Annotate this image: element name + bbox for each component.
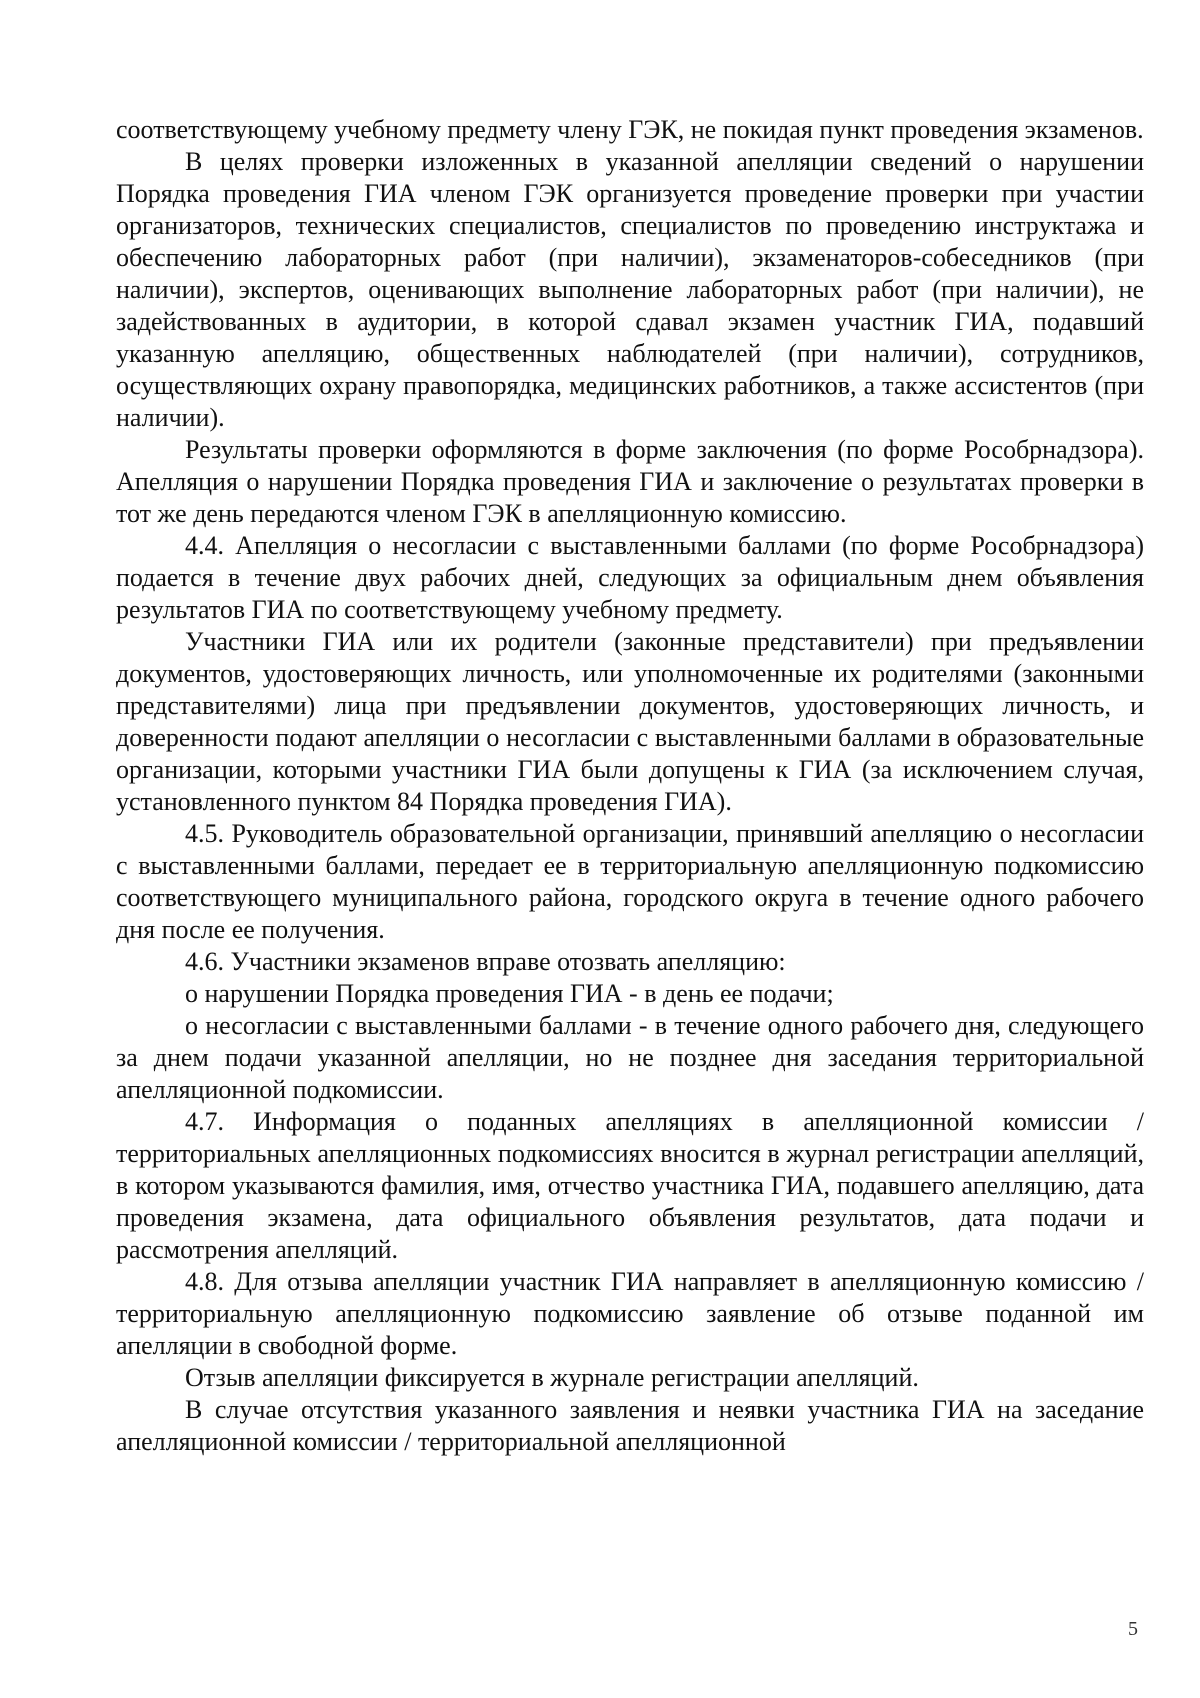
paragraph-4-5: 4.5. Руководитель образовательной организации, принявший апелляцию о несогласии с выставленными баллами, передает ее в территориальную апелляционную подкомиссию соответствующего муниципального района, городского округа в течение одного рабочего дня после ее получения. <box>116 819 1144 944</box>
paragraph-4-8: 4.8. Для отзыва апелляции участник ГИА направляет в апелляционную комиссию / территориальную апелляционную подкомиссию заявление об отзыве поданной им апелляции в свободной форме. <box>116 1267 1144 1360</box>
paragraph-5: Участники ГИА или их родители (законные представители) при предъявлении документов, удостоверяющих личность, или уполномоченные их родителями (законными представителями) лица при предъявлении документов, удостоверяющих личность, и доверенности подают апелляции о несогласии с выставленными баллами в образовательные организации, которыми участники ГИА были допущены к ГИА (за исключением случая, установленного пунктом 84 Порядка проведения ГИА). <box>116 627 1144 816</box>
paragraph-4-4: 4.4. Апелляция о несогласии с выставленными баллами (по форме Рособрнадзора) подается в течение двух рабочих дней, следующих за официальным днем объявления результатов ГИА по соответствующему учебному предмету. <box>116 531 1144 624</box>
paragraph-8: о нарушении Порядка проведения ГИА - в день ее подачи; <box>185 979 834 1008</box>
paragraph-12: Отзыв апелляции фиксируется в журнале регистрации апелляций. <box>185 1363 919 1392</box>
paragraph-4-6: 4.6. Участники экзаменов вправе отозвать апелляцию: <box>185 947 786 976</box>
paragraph-9: о несогласии с выставленными баллами - в течение одного рабочего дня, следующего за днем подачи указанной апелляции, но не позднее дня заседания территориальной апелляционной подкомиссии. <box>116 1011 1144 1104</box>
paragraph-4-7: 4.7. Информация о поданных апелляциях в апелляционной комиссии / территориальных апелляционных подкомиссиях вносится в журнал регистрации апелляций, в котором указываются фамилия, имя, отчество участника ГИА, подавшего апелляцию, дата проведения экзамена, дата официального объявления результатов, дата подачи и рассмотрения апелляций. <box>116 1107 1144 1264</box>
document-body <box>116 114 1144 1458</box>
page-number: 5 <box>1128 1618 1138 1640</box>
paragraph-1: соответствующему учебному предмету члену ГЭК, не покидая пункт проведения экзаменов. <box>116 115 1144 144</box>
paragraph-3: Результаты проверки оформляются в форме заключения (по форме Рособрнадзора). Апелляция о нарушении Порядка проведения ГИА и заключение о результатах проверки в тот же день передаются членом ГЭК в апелляционную комиссию. <box>116 435 1144 528</box>
paragraph-2: В целях проверки изложенных в указанной апелляции сведений о нарушении Порядка проведения ГИА членом ГЭК организуется проведение проверки при участии организаторов, технических специалистов, специалистов по проведению инструктажа и обеспечению лабораторных работ (при наличии), экзаменаторов-собеседников (при наличии), экспертов, оценивающих выполнение лабораторных работ (при наличии), не задействованных в аудитории, в которой сдавал экзамен участник ГИА, подавший указанную апелляцию, общественных наблюдателей (при наличии), сотрудников, осуществляющих охрану правопорядка, медицинских работников, а также ассистентов (при наличии). <box>116 147 1144 432</box>
paragraph-13: В случае отсутствия указанного заявления и неявки участника ГИА на заседание апелляционной комиссии / территориальной апелляционной <box>116 1395 1144 1456</box>
